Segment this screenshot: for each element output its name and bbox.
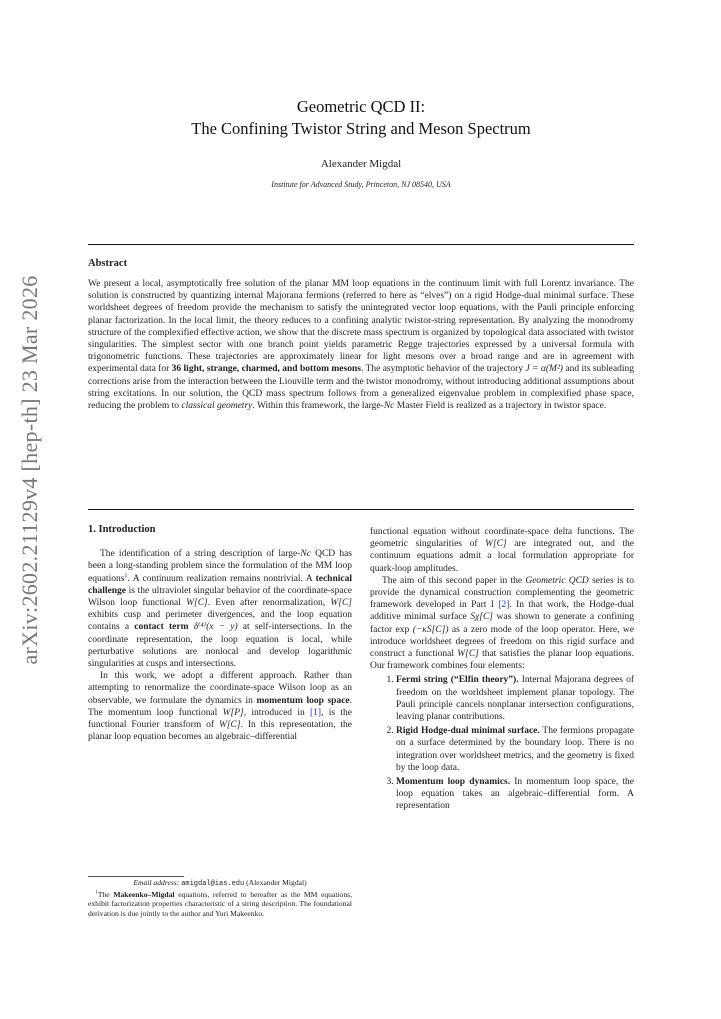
framework-elements-list (370, 674, 634, 812)
section-heading-introduction: 1. Introduction (88, 524, 156, 535)
title-line-2: The Confining Twistor String and Meson Spectrum (191, 119, 531, 138)
math-regge-trajectory: J = α(M²) (525, 364, 563, 375)
author-affiliation: Institute for Advanced Study, Princeton, NJ 08540, USA (271, 180, 451, 189)
abstract-bottom-rule (88, 509, 634, 510)
footnote-email: Email address: amigdal@ias.edu (Alexander Migdal) (133, 878, 307, 888)
arxiv-id-text: arXiv:2602.21129v4 [hep-th] 23 Mar 2026 (17, 275, 42, 665)
citation-link-2[interactable]: [2] (498, 600, 510, 611)
author-name: Alexander Migdal (320, 158, 402, 170)
citation-link-1[interactable]: [1] (310, 707, 322, 718)
list-item: 2. Rigid Hodge-dual minimal surface. The fermions propagate on a surface determined by the boundary loop. There is no integration over worldsheet metrics, and the geometry is fixed by the loop data. (396, 725, 634, 774)
email-address[interactable]: amigdal@ias.edu (181, 880, 245, 888)
paper-title (88, 96, 634, 140)
list-item: 3. Momentum loop dynamics. In momentum loop space, the loop equation takes an algebraic–differential form. A representation (396, 776, 634, 813)
arxiv-identifier-stamp (0, 0, 60, 1019)
intro-paragraph-1: The identification of a string description of large-Nc QCD has been a long-standing problem since the formulation of the MM loop equations$^1$. A continuum realization remains nontrivial. A technical challenge is the ultraviolet singular behavior of the coordinate-space Wilson loop functional W[C]. Even after renormalization, W[C] exhibits cusp and perimeter divergences, and the loop equation contains a contact term δ⁽⁴⁾(x − y) at self-intersections. In the coordinate representation, the loop equation is local, while perturbative solutions are nonlocal and develop logarithmic singularities at cusps and intersections. (88, 549, 353, 670)
footnote-marker-1[interactable]: 1 (124, 572, 128, 579)
footnote-1: $^1$The Makeenko–Migdal equations, referred to hereafter as the MM equations, exhibit factorization properties characteristic of a string description. The foundational derivation is due jointly to the author and Yuri Makeenko. (88, 889, 353, 918)
right-column (370, 526, 634, 815)
abstract-heading: Abstract (88, 258, 128, 269)
footnotes (88, 878, 352, 918)
left-column (88, 524, 352, 743)
math-nc: Nc (383, 401, 395, 412)
list-item: 1. Fermi string (“Elfin theory”). Internal Majorana degrees of freedom on the worldsheet implement planar topology. The Pauli principle cancels nonplanar intersection configurations, leaving planar contributions. (396, 674, 634, 723)
abstract-bold-mesons: 36 light, strange, charmed, and bottom mesons (171, 364, 361, 375)
abstract-italic-classical-geometry: classical geometry (181, 401, 253, 412)
intro-paragraph-3: functional equation without coordinate-space delta functions. The geometric singularities of W[C] are integrated out, and the continuum equations admit a local formulation appropriate for quark-loop amplitudes. (370, 527, 634, 574)
abstract-text: We present a local, asymptotically free solution of the planar MM loop equations in the continuum limit with full Lorentz invariance. The solution is constructed by quantizing internal Majorana fermions (referred to here as “elves”) on a rigid Hodge-dual minimal surface. These worldsheet degrees of freedom provide the mechanism to satisfy the unintegrated vector loop equations, with the Pauli principle enforcing planar factorization. In the local limit, the theory reduces to a confining analytic twistor-string representation. By analyzing the monodromy structure of the complexified effective action, we show that the discrete mass spectrum is organized by topological data associated with twistor singularities. The simplest sector with one branch point yields parametric Regge trajectories expressed by a universal formula with trigonometric functions. These trajectories are approximately linear for light mesons over a broad range and are in agreement with experimental data for 36 light, strange, charmed, and bottom mesons. The asymptotic behavior of the trajectory J = α(M²) and its subleading corrections arise from the interaction between the Liouville term and the twistor monodromy, without introducing additional assumptions about string excitations. In our solution, the QCD mass spectrum follows from a generalized eigenvalue problem in complexified phase space, reducing the problem to classical geometry. Within this framework, the large-Nc Master Field is realized as a trajectory in twistor space. (88, 279, 634, 412)
footnote-rule (88, 876, 184, 877)
abstract-top-rule (88, 244, 634, 245)
intro-paragraph-2: In this work, we adopt a different approach. Rather than attempting to renormalize the coordinate-space Wilson loop as an observable, we formulate the dynamics in momentum loop space. The momentum loop functional W[P], introduced in [1], is the functional Fourier transform of W[C]. In this representation, the planar loop equation becomes an algebraic–differential (88, 671, 353, 743)
intro-paragraph-4: The aim of this second paper in the Geometric QCD series is to provide the dynamical construction complementing the geometric framework developed in Part I [2]. In that work, the Hodge-dual additive minimal surface Sχ[C] was shown to generate a confining factor exp (−κS[C]) as a zero mode of the loop operator. Here, we introduce worldsheet degrees of freedom on this rigid surface and construct a functional W[C] that satisfies the planar loop equations. Our framework combines four elements: (370, 575, 635, 672)
title-line-1: Geometric QCD II: (296, 97, 426, 116)
